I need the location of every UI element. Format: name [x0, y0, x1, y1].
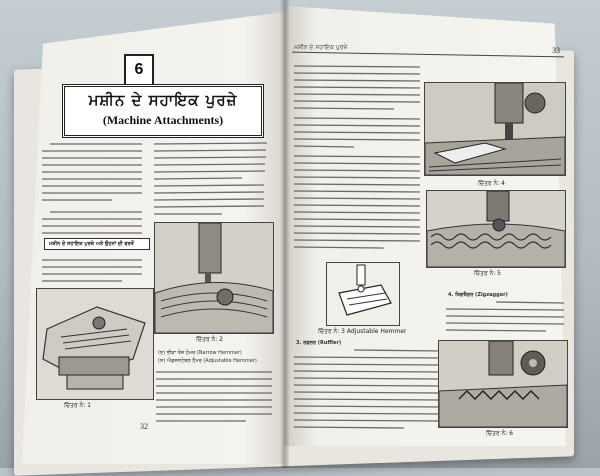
right-text-lines-2 [294, 348, 444, 440]
figure-6-caption: ਚਿੱਤਰ ਨੰ: 6 [486, 430, 513, 437]
right-text-lines-3 [446, 300, 566, 340]
figure-6-illustration [438, 340, 568, 428]
presser-foot-drawing [37, 289, 153, 399]
section-ruffler: 3. ਰਫਲਰ (Ruffler) [296, 340, 342, 346]
right-body-text-3 [446, 300, 566, 340]
section-subheading: ਮਸ਼ੀਨ ਦੇ ਸਹਾਇਕ ਪੁਰਜ਼ੇ ਅਤੇ ਉਹਨਾਂ ਦੀ ਵਰਤੋਂ [44, 238, 150, 250]
right-body-text-2 [294, 348, 444, 440]
figure-1-illustration [36, 288, 154, 400]
figure-2-illustration [154, 222, 274, 334]
chapter-title-english: (Machine Attachments) [102, 113, 224, 127]
figure-3-caption: ਚਿੱਤਰ ਨੰ: 3 Adjustable Hemmer [318, 328, 407, 335]
figure-5-caption: ਚਿੱਤਰ ਨੰ: 5 [474, 270, 501, 277]
left-text-lines-3 [156, 368, 274, 438]
figure-1-caption: ਚਿੱਤਰ ਨੰ: 1 [64, 402, 91, 409]
right-text-lines [294, 62, 422, 258]
figure-2-caption: ਚਿੱਤਰ ਨੰ: 2 [196, 336, 223, 343]
left-page-number: 32 [140, 422, 148, 431]
adjustable-hemmer-drawing [327, 263, 399, 325]
left-body-text-3 [156, 368, 274, 438]
zigzagger-drawing [439, 341, 567, 427]
running-header: ਮਸ਼ੀਨ ਦੇ ਸਹਾਇਕ ਪੁਰਜ਼ੇ [294, 44, 348, 51]
figure-3-illustration [326, 262, 400, 326]
figure-4-illustration [424, 82, 566, 176]
machine-foot-drawing [425, 83, 565, 175]
section-zigzagger: 4. ਜ਼ਿਗਜ਼ੈਗਰ (Zigzagger) [448, 292, 508, 298]
item-adjustable-hemmer: (ਸ) ਐਡਜਸਟੇਬਲ ਹੈਮਰ (Adjustable Hemmer) [158, 358, 257, 364]
ruffler-drawing [427, 191, 565, 267]
hemmer-drawing [155, 223, 273, 333]
figure-5-illustration [426, 190, 566, 268]
chapter-title-punjabi: ਮਸ਼ੀਨ ਦੇ ਸਹਾਇਕ ਪੁਰਜ਼ੇ [88, 91, 238, 109]
right-page-number: 33 [552, 46, 560, 55]
chapter-number: 6 [124, 54, 154, 86]
figure-4-caption: ਚਿੱਤਰ ਨੰ: 4 [478, 180, 505, 187]
right-body-text [294, 62, 422, 258]
chapter-title-box [62, 84, 264, 138]
book-gutter-shadow [280, 0, 290, 468]
item-narrow-hemmer: (ੲ) ਭੀੜਾ ਤੇਜ਼ ਹੇਮਰ (Narrow Hemmer) [158, 350, 242, 356]
